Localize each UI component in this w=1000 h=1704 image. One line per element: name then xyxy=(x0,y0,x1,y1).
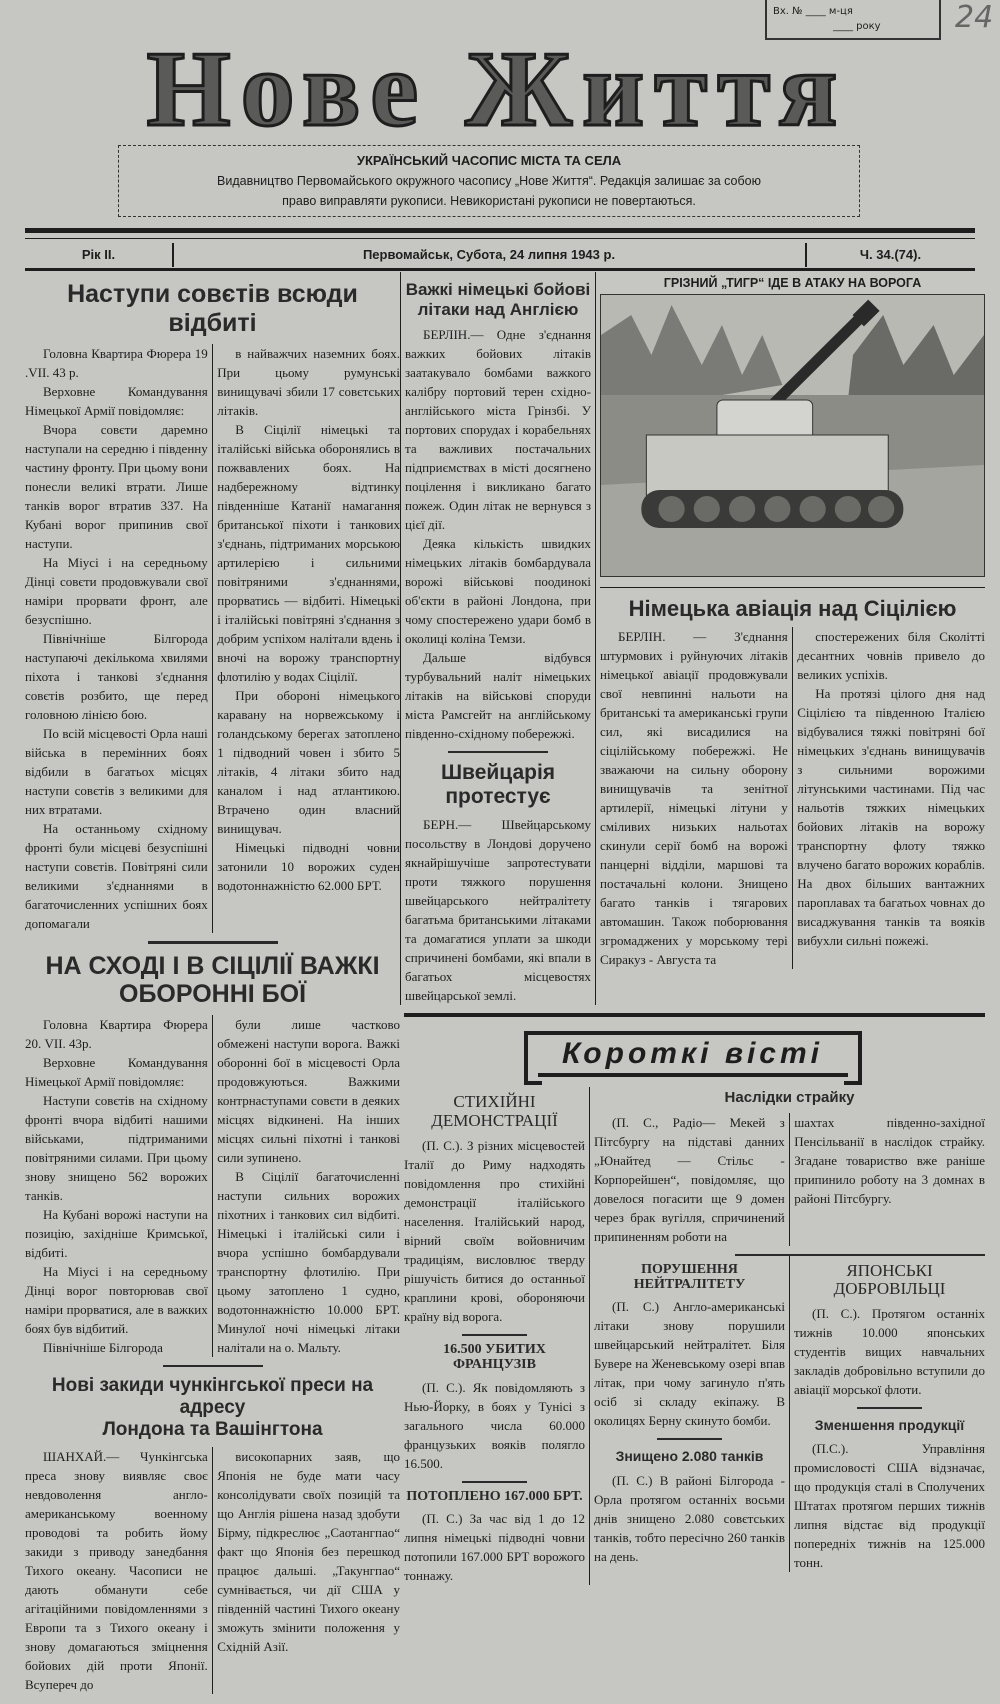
news-text xyxy=(404,1136,585,1326)
paragraph: (П. С.) За час від 1 до 12 липня німецькі підводні човни потопили 167.000 БРТ ворожого тоннажу. xyxy=(404,1510,585,1583)
article-column xyxy=(405,815,591,1005)
issue-number: Ч. 34.(74). xyxy=(859,247,922,262)
paragraph: (П. С.). Протягом останніх тижнів 10.000 японських студентів вищих навчальних закладів добровільно вступили до авіації морської флоти. xyxy=(794,1306,985,1397)
article-headline xyxy=(405,280,591,319)
section-rule xyxy=(600,587,985,588)
paragraph: На Кубані ворожі наступи на позицію, західніше Кримської, відбиті. xyxy=(25,1207,208,1260)
paragraph: (П. С.). З різних місцевостей Італії до Риму надходять повідомлення про стихійні демонстрації італійського населення. Італійський народ, вірний своїм войовничим традиціям, висловлює тверду рішучість битися до останньої краплини крові, обороняючи країну від ворога. xyxy=(404,1137,585,1324)
headline-line: протестує xyxy=(445,785,551,809)
short-news-header xyxy=(400,1017,985,1087)
article-column xyxy=(25,344,208,933)
paragraph: Вчора совєти даремно наступали на середню і південну частину фронту. При цьому вони понесли великі втрати. Лише танків ворог втратив 337. На Кубані ворог припинив свої наступи. xyxy=(25,421,208,551)
paragraph: На Міусі і на середньому Дінці ворог повторював свої наміри прорватися, але в важких боях був відбитий. xyxy=(25,1264,208,1336)
article-body xyxy=(25,1015,400,1357)
article-headline: Німецька авіація над Сіцілією xyxy=(628,596,957,621)
year-label: Рік II. xyxy=(81,247,116,262)
article-body xyxy=(600,627,985,969)
article-body xyxy=(25,344,400,933)
news-headline xyxy=(594,1262,785,1293)
photo-caption: ГРІЗНИЙ „ТИГР“ ІДЕ В АТАКУ НА ВОРОГА xyxy=(663,276,922,290)
masthead xyxy=(0,0,1000,272)
column-divider xyxy=(212,1447,214,1694)
headline-line: СТИХІЙНІ xyxy=(453,1092,536,1112)
paragraph: БЕРН.— Швейцарському посольству в Лондові доручено якнайрішучіше запротестувати проти тяжкого порушення швейцарського нейтралітету багатьма британськими літаками та домагатися уплати за шкоди спричинені бомбами, які впали в багатьох місцевостях швейцарської землі. xyxy=(405,817,591,1004)
paragraph: (П. С., Радіо— Мекей з Пітсбургу на підставі данних „Юнайтед — Стільс - Корпорейшен“, повідомляє, що довелося погасити ще 9 домен через брак вугілля, спричинений припиненням роботи на xyxy=(594,1114,785,1244)
paragraph: Північніше Білгорода xyxy=(43,1340,163,1355)
header-rule xyxy=(25,228,975,233)
news-headline xyxy=(794,1262,985,1299)
news-text xyxy=(794,1439,985,1572)
paragraph: На Міусі і на середньому Дінці совєти продовжували свої наміри прорвати фронт, але безуспішно. xyxy=(25,554,208,627)
section-divider xyxy=(657,1438,722,1440)
headline-line: ФРАНЦУЗІВ xyxy=(453,1357,536,1373)
short-news-column xyxy=(594,1256,790,1572)
paragraph: (П.С.). Управління промисловості США відзначає, що продукція сталі в Сполучених Штатах протягом перших тижнів липня відстає від продукції попередніх тижнів на 125.000 тонн. xyxy=(794,1441,985,1571)
paragraph: БЕРЛІН.— Одне з'єднання важких бойових літаків заатакувало бомбами важкого калібру портовий терен східно-англійського міста Грінзбі. У портових спорудах і корабельнях та важливих постачальних підприємствах в місті досягнено поцілення і викликано багато пожеж. Один літак не вернувся з цієї дії. xyxy=(405,327,591,533)
stamp-line: Вх. № ____ м-ця xyxy=(773,6,853,17)
news-headline: Наслідки страйку xyxy=(724,1089,855,1107)
paragraph: спостережених біля Сколітті десантних човнів привело до великих успіхів. xyxy=(797,629,985,683)
paragraph: Наступи совєтів на східному фронті вчора відбиті нашими військами, підтриманими повітряними силами. При цьому знову знищено 562 ворожих танків. xyxy=(25,1093,208,1203)
paragraph: (П. С.) Англо-американські літаки знову порушили швейцарський нейтралітет. Біля Бувере на Женевському озері впав літак, при чому загинуло п'ять осіб зі складу екіпажу. В околицях Берну скинуто бомби. xyxy=(594,1299,785,1429)
short-news-subrow xyxy=(594,1256,985,1572)
paragraph: На протязі цілого дня над Сіцілією та південною Італією відбувалися тяжкі повітряні бої німецьких з'єднань винищувачів з сильними ворожими літунськими частинами. Під час нальотів тяжких німецьких бойових літаків на ворожу транспортну флоту тяжко влучено багато ворожих кораблів. На двох більших вантажних пароплавах та багатьох човнах до висаджування танків та вояків вибухли сильні пожежі. xyxy=(797,686,985,949)
article-column xyxy=(217,1015,400,1357)
paragraph: були лише частково обмежені наступи ворога. Важкі оборонні бої в місцевості Орла продовжуються. Важкими контрнаступами совєти в деяких місцях відкинені. На інших місцях сильні піхотні і танкові сили зупинено. xyxy=(217,1017,400,1165)
paragraph: шахтах південно-західної Пенсільванії в наслідок страйку. Згадане товариство вже раніше припинило роботу на 3 домнах в районі Пітсбургу. xyxy=(794,1114,985,1206)
article-column xyxy=(600,627,788,969)
news-text xyxy=(594,1471,785,1566)
section-divider xyxy=(857,1407,922,1409)
right-area xyxy=(400,272,985,1694)
headline-line: Наступи совєтів всюди xyxy=(67,280,358,308)
paragraph: високопарних заяв, що Японія не буде мати часу консолідувати своїх позицій та що Англія рішена назад здобути Бірму, підкреслює „Саотангпао“ факт що Японія без перешкод працює дальші. „Такунгпао“ сумнівається, чи дії США у південній частині Тихого океану зможуть змінити положення у Східній Азії. xyxy=(217,1448,400,1654)
headline-line: НА СХОДІ І В СІЦІЛІЇ ВАЖКІ xyxy=(45,951,380,980)
article-headline xyxy=(25,1375,400,1441)
news-text xyxy=(594,1113,785,1246)
top-row xyxy=(400,272,985,1005)
short-news-column xyxy=(790,1256,985,1572)
header-rule xyxy=(25,238,975,239)
headline-line: 16.500 УБИТИХ xyxy=(443,1341,546,1357)
headline-line: ОБОРОННІ БОЇ xyxy=(119,980,306,1009)
paragraph: (П. С.). Як повідомляють з Нью-Йорку, в боях у Тунісі з загального числа 60.000 французьких вояків полягло 16.500. xyxy=(404,1379,585,1471)
article-column xyxy=(25,1447,208,1694)
article-headline xyxy=(25,280,400,338)
article-column xyxy=(217,344,400,933)
column-divider xyxy=(792,627,794,969)
tank-photo xyxy=(600,294,985,577)
paragraph: БЕРЛІН. — З'єднання штурмових і руйнуючих літаків німецької авіації продовжували свої невпинні нальоти на британські та американські групи сил, які висадилися на сіцілійському побережжі. Не зважаючи на сильну оборону винищувачів та зенітної артилерії, німецькі літуни у сміливих низьких нальотах скинули серії бомб на ворожі панцерні відділи, маршові та постачальні колони. Знищено багато танків і тягарових автомашин. Також поборювання згромаджених у морському тері Сиракуз - Августа та xyxy=(600,629,788,968)
page-body xyxy=(0,272,1000,1704)
headline-line: Важкі німецькі бойові xyxy=(405,280,591,299)
divider xyxy=(172,243,174,267)
section-divider xyxy=(462,1334,527,1336)
headline-line: ЯПОНСЬКІ xyxy=(846,1260,933,1280)
headline-line: НЕЙТРАЛІТЕТУ xyxy=(633,1277,746,1293)
short-news-body xyxy=(400,1087,985,1585)
news-headline: ПОТОПЛЕНО 167.000 БРТ. xyxy=(406,1488,583,1504)
headline-line: Швейцарія xyxy=(440,761,556,785)
article-column xyxy=(217,1447,400,1694)
place-date: Первомайськ, Субота, 24 липня 1943 р. xyxy=(362,247,616,262)
newspaper-title: Нове Життя xyxy=(146,30,848,149)
right-column xyxy=(596,272,985,1005)
paragraph: При обороні німецького каравану на норвежському і голандському берегах затоплено 1 підводний човен і збито 5 літаків, 4 літаки збито над каналом і над атлантикою. Втрачено один власний винищувач. xyxy=(217,687,400,836)
section-divider xyxy=(448,751,548,753)
headline-line: ПОРУШЕННЯ xyxy=(641,1261,738,1277)
column-divider xyxy=(212,344,214,933)
news-headline xyxy=(404,1093,585,1130)
article-body xyxy=(25,1447,400,1694)
short-news-banner: Короткі вісті xyxy=(538,1031,848,1077)
paragraph: В Сіцілії багаточисленні наступи сильних ворожих піхотних і танкових сил відбиті. Німецькі і італійські сили і вчора успішно бомбардували транспортну флотилію. При цьому затоплено 1 судно, водотоннажністю 10.000 БРТ. Минулої ночі німецькі літаки налітали на о. Мальту. xyxy=(217,1169,400,1355)
publisher-note: Видавництво Первомайського окружного часопису „Нове Життя“. Редакція залишає за собою xyxy=(217,174,761,188)
news-body xyxy=(594,1113,985,1246)
headline-line: ДОБРОВІЛЬЦІ xyxy=(833,1279,946,1299)
header-rule xyxy=(25,268,975,271)
headline-line: Лондона та Вашінгтона xyxy=(102,1418,323,1440)
short-news-column xyxy=(400,1087,590,1585)
handwritten-page-number: 24 xyxy=(955,0,994,35)
short-news-right xyxy=(590,1087,985,1585)
news-text xyxy=(404,1378,585,1473)
paragraph: Північніше Білгорода наступаючі декількома хвилями піхота і танкові з'єднання совєтів розбито, ще перед головною лінією бою. xyxy=(25,630,208,722)
paragraph: Головна Квартира Фюрера 20. VII. 43р. xyxy=(25,1017,208,1051)
paragraph: Деяка кількість швидких німецьких літаків бомбардувала ворожі військові поодинокі об'єкти в районі Лондона, при чому спостережено удари бомб в околиці коліна Темзи. xyxy=(405,536,591,647)
news-text xyxy=(404,1509,585,1585)
paragraph: Головна Квартира Фюрера 19 .VII. 43 р. xyxy=(25,345,208,380)
news-headline: Зменшення продукції xyxy=(814,1417,965,1433)
news-headline xyxy=(404,1342,585,1373)
middle-column xyxy=(400,272,596,1005)
news-text xyxy=(794,1113,985,1246)
paragraph: Верховне Командування Німецької Армії повідомляє: xyxy=(25,1055,208,1089)
paragraph: По всій місцевості Орла наші війська в перемінних боях відбили в багатьох місцях наступи совєтів з великими для них втратами. xyxy=(25,725,208,817)
paragraph: В Сіцілії німецькі та італійські війська оборонялись в пожвавлених боях. На надбережному відтинку південніше Катанії намагання британської піхоти і танкових з'єднань, підтриманих морською артилерією і сильними повітряними з'єднаннями, прорватись — відбиті. Німецькі і італійські повітряні з'єднання з добрим успіхом налітали вдень і вночі на ворожу транспортну флотилію у водах Сіцілії. xyxy=(217,421,400,684)
headline-line: ДЕМОНСТРАЦІЇ xyxy=(431,1111,558,1131)
tagline: УКРАЇНСЬКИЙ ЧАСОПИС МІСТА ТА СЕЛА xyxy=(356,153,622,168)
headline-line: відбиті xyxy=(168,308,257,337)
article-column xyxy=(25,1015,208,1357)
publisher-info-box xyxy=(118,145,860,217)
article-column xyxy=(405,325,591,743)
headline-line: літаки над Англією xyxy=(417,299,579,319)
paragraph: Дальше відбувся турбувальний наліт німецьких літаків на військові споруди міста Рамсгейт на англійському південно-східному побережжі. xyxy=(405,650,591,742)
tiger-tank-image xyxy=(601,295,984,577)
headline-line: Нові закиди чункінгської преси на адресу xyxy=(51,1375,374,1418)
paragraph: (П. С.) В районі Білгорода - Орла протягом останніх восьми днів знищено 2.080 совєтських танків, тобто пересічно 260 танків на день. xyxy=(594,1472,785,1564)
registration-stamp xyxy=(765,0,941,40)
news-text xyxy=(594,1297,785,1430)
section-divider xyxy=(148,941,278,944)
paragraph: Німецькі підводні човни затонили 10 ворожих суден водотоннажністю 62.000 БРТ. xyxy=(217,839,400,893)
column-divider xyxy=(789,1113,791,1246)
article-headline xyxy=(25,952,400,1010)
paragraph: ШАНХАЙ.— Чункінгська преса знову виявляє своє невдоволення англо-американському военному проводові та робить йому закиди з приводу занедбання Тихого океану. Часописи не дають обманути себе агітаційними повідомленнями з Европи та з Тихого океану і знову домагаються зміцнення бойових дій проти Японії. Всупереч до xyxy=(25,1448,208,1692)
paragraph: Верховне Командування Німецької Армії повідомляє: xyxy=(25,383,208,418)
stamp-line: ____ року xyxy=(833,21,881,32)
paragraph: в найважчих наземних боях. При цьому румунські винищувачі збили 17 совєтських літаків. xyxy=(217,345,400,418)
article-headline xyxy=(405,761,591,809)
publisher-note: право виправляти рукописи. Невикористані рукописи не повертаються. xyxy=(282,194,696,208)
divider xyxy=(805,243,807,267)
paragraph: На останньому східному фронті були місцеві безуспішні наступи совєтів. Повітряні сили великими з'єднаннями в багаточисленних успішних боях допомагали xyxy=(25,820,208,931)
section-divider xyxy=(163,1365,263,1367)
news-text xyxy=(794,1304,985,1399)
section-divider xyxy=(462,1481,527,1483)
article-column xyxy=(797,627,985,969)
news-headline: Знищено 2.080 танків xyxy=(615,1448,764,1465)
column-divider xyxy=(212,1015,214,1357)
left-column xyxy=(25,272,400,1694)
